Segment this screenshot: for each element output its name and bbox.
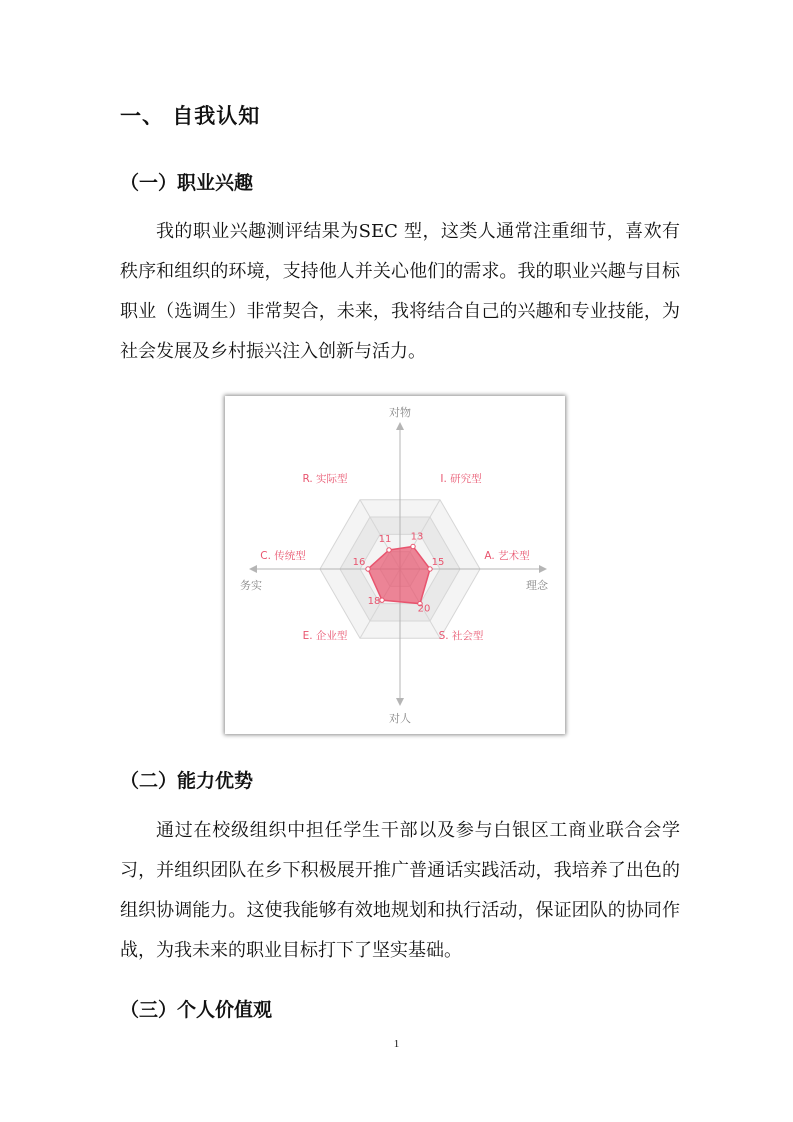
value-label: 15 <box>431 557 445 568</box>
axis-label-top: 对物 <box>389 406 411 419</box>
holland-radar-chart <box>225 396 565 734</box>
category-label: C. 传统型 <box>260 550 306 562</box>
value-label: 11 <box>378 533 392 545</box>
arrow-up-icon <box>396 422 404 430</box>
category-label: R. 实际型 <box>302 473 348 485</box>
arrow-left-icon <box>249 565 257 573</box>
section-title-values: （三）个人价值观 <box>120 999 273 1021</box>
page-heading: 一、 自我认知 <box>120 104 261 128</box>
value-label: 13 <box>410 531 424 543</box>
category-label: E. 企业型 <box>302 630 348 642</box>
category-label: A. 艺术型 <box>484 550 530 562</box>
section-body-ability: 通过在校级组织中担任学生干部以及参与白银区工商业联合会学习，并组织团队在乡下积极展开推广普通话实践活动，我培养了出色的组织协调能力。这使我能够有效地规划和执行活动，保证团队的协同作战，为我未来的职业目标打下了坚实基础。 <box>120 820 680 961</box>
radar-data-point <box>411 544 415 548</box>
radar-chart-svg <box>225 396 565 734</box>
radar-data-point <box>380 598 384 602</box>
section-title-interest: （一）职业兴趣 <box>120 172 254 194</box>
radar-data-point <box>387 548 391 552</box>
axis-label-bottom: 对人 <box>389 712 411 725</box>
axis-label-right: 理念 <box>526 579 548 592</box>
radar-data-point <box>366 567 370 571</box>
value-label: 18 <box>367 596 381 608</box>
arrow-right-icon <box>539 565 547 573</box>
value-label: 20 <box>417 603 431 615</box>
category-label: S. 社会型 <box>438 630 484 642</box>
arrow-down-icon <box>396 698 404 706</box>
category-label: I. 研究型 <box>440 473 482 485</box>
value-label: 16 <box>352 557 366 568</box>
section-body-interest: 我的职业兴趣测评结果为SEC 型，这类人通常注重细节，喜欢有秩序和组织的环境，支持他人并关心他们的需求。我的职业兴趣与目标职业（选调生）非常契合，未来，我将结合自己的兴趣和专业技能，为社会发展及乡村振兴注入创新与活力。 <box>120 221 680 362</box>
axis-label-left: 务实 <box>240 579 262 592</box>
section-title-ability: （二）能力优势 <box>120 770 254 792</box>
page-number: 1 <box>393 1038 400 1050</box>
